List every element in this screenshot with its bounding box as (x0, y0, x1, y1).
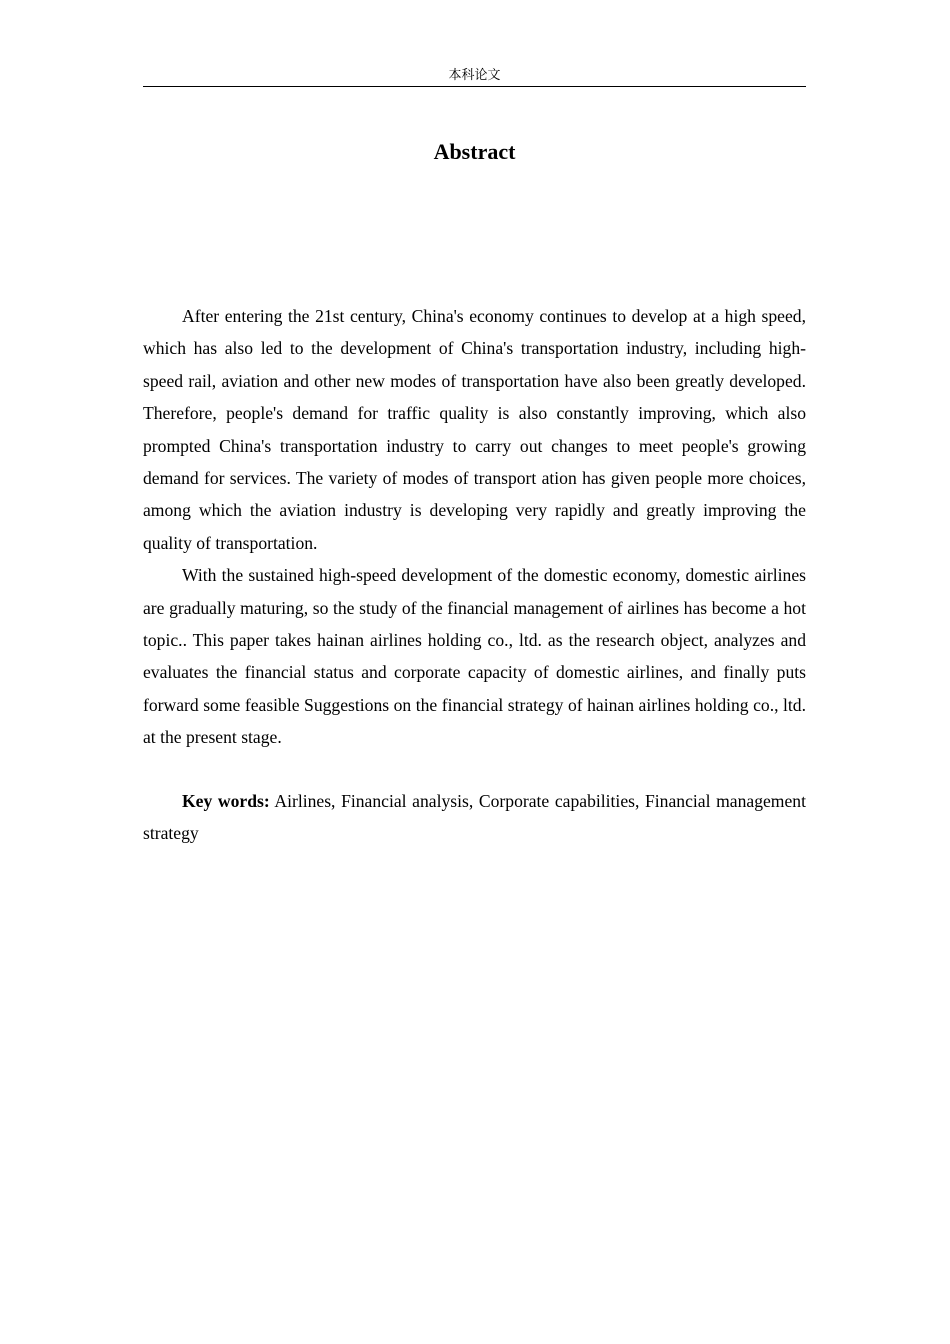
page-title: Abstract (433, 139, 516, 164)
page-header (143, 66, 806, 87)
abstract-paragraph-2: With the sustained high-speed development of the domestic economy, domestic airlines are gradually maturing, so the study of the financial management of airlines has become a hot topic.. This paper takes hainan airlines holding co., ltd. as the research object, analyzes and evaluates the financial status and corporate capacity of domestic airlines, and finally puts forward some feasible Suggestions on the financial strategy of hainan airlines holding co., ltd. at the present stage. (143, 565, 806, 748)
keywords (143, 785, 806, 850)
keywords-label: Key words: (182, 790, 270, 811)
header-text: 本科论文 (448, 68, 501, 83)
abstract-body (143, 300, 806, 850)
keywords-text: Airlines, Financial analysis, Corporate capabilities, Financial management strategy (143, 790, 806, 844)
abstract-paragraph-1: After entering the 21st century, China's economy continues to develop at a high speed, which has also led to the development of China's transportation industry, including high-speed rail, aviation and other new modes of transportation have also been greatly developed. Therefore, people's demand for traffic quality is also constantly improving, which also prompted China's transportation industry to carry out changes to meet people's growing demand for services. The variety of modes of transport ation has given people more choices, among which the aviation industry is developing very rapidly and greatly improving the quality of transportation. (143, 306, 806, 553)
